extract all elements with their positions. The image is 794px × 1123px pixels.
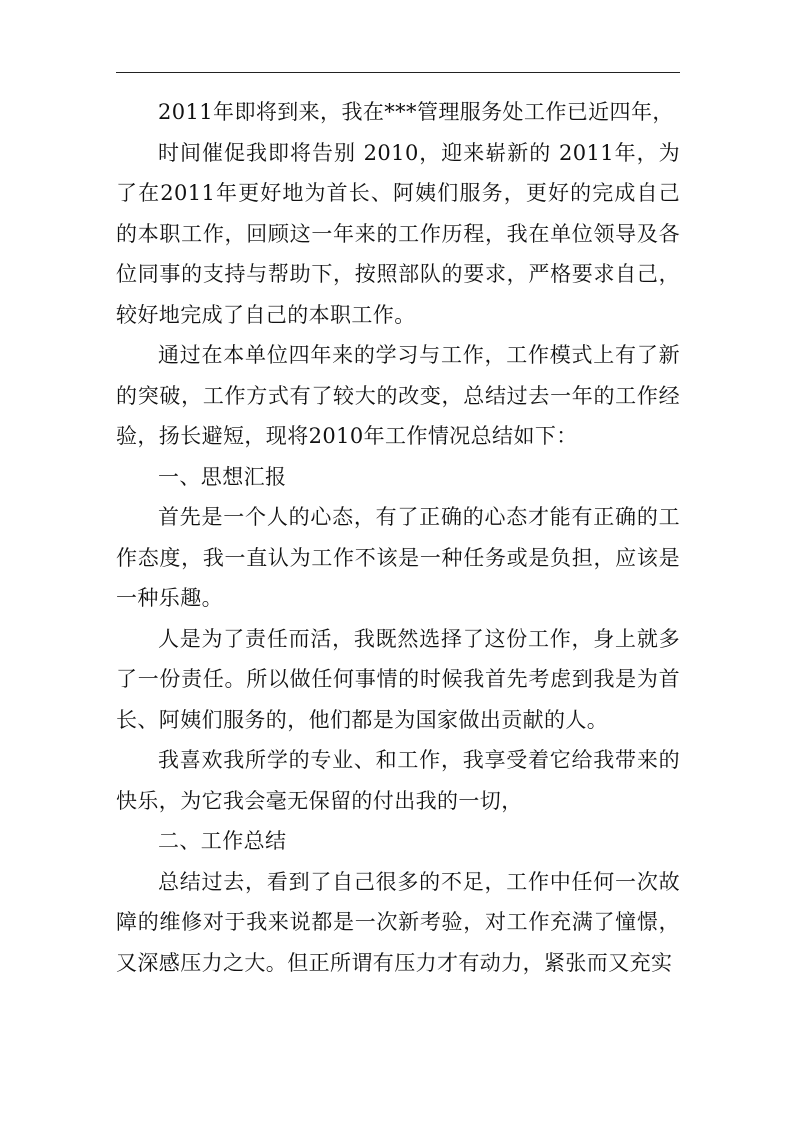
paragraph-attitude: 首先是一个人的心态，有了正确的心态才能有正确的工作态度，我一直认为工作不该是一种任务或是负担，应该是一种乐趣。 (116, 505, 680, 610)
paragraph-enjoyment: 我喜欢我所学的专业、和工作，我享受着它给我带来的快乐，为它我会毫无保留的付出我的一切， (116, 748, 680, 813)
paragraph-responsibility: 人是为了责任而活，我既然选择了这份工作，身上就多了一份责任。所以做任何事情的时候我首先考虑到我是为首长、阿姨们服务的，他们都是为国家做出贡献的人。 (116, 626, 680, 732)
paragraph-review: 时间催促我即将告别 2010，迎来崭新的 2011年，为了在2011年更好地为首长、阿姨们服务，更好的完成自己的本职工作，回顾这一年来的工作历程，我在单位领导及各位同事的支持与帮助下，按照部队的要求，严格要求自己，较好地完成了自己的本职工作。 (116, 140, 680, 327)
document-body (116, 92, 680, 983)
paragraph-summary-intro: 通过在本单位四年来的学习与工作，工作模式上有了新的突破，工作方式有了较大的改变，总结过去一年的工作经验，扬长避短，现将2010年工作情况总结如下： (116, 343, 680, 448)
section-heading-thoughts: 一、思想汇报 (158, 464, 287, 489)
paragraph-reflection: 总结过去，看到了自己很多的不足，工作中任何一次故障的维修对于我来说都是一次新考验，对工作充满了憧憬，又深感压力之大。但正所谓有压力才有动力，紧张而又充实 (116, 869, 680, 975)
section-heading-work-summary: 二、工作总结 (158, 829, 287, 853)
header-divider (116, 72, 680, 73)
paragraph-intro: 2011年即将到来，我在***管理服务处工作已近四年， (158, 100, 674, 124)
